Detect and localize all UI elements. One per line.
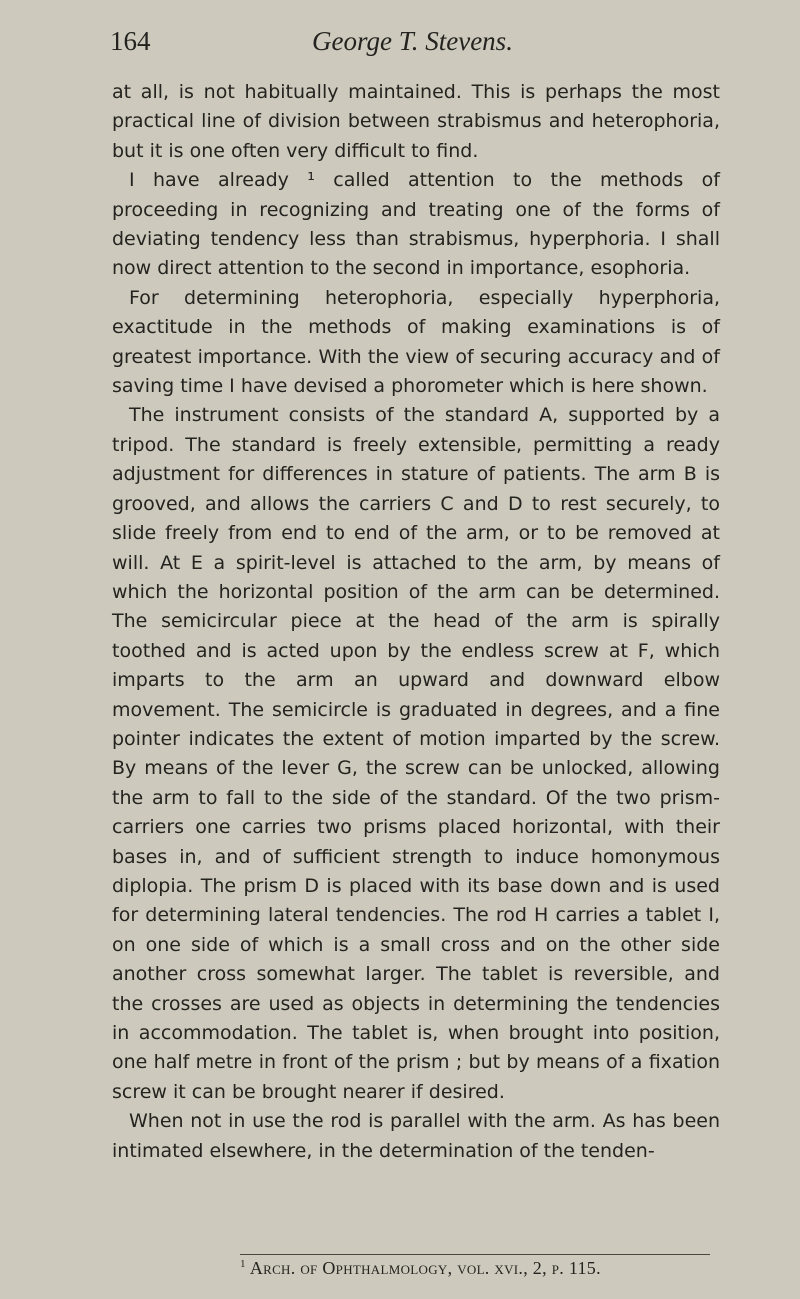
paragraph: When not in use the rod is parallel with the arm. As has been intimated elsewhere, in the determination of the tenden- xyxy=(112,1110,720,1162)
running-title: George T. Stevens. xyxy=(312,26,513,56)
footnote-divider xyxy=(240,1254,710,1255)
page-number: 164 xyxy=(110,26,151,56)
footnote xyxy=(240,1258,601,1279)
body-text xyxy=(112,78,720,1166)
footnote-marker: 1 xyxy=(240,1258,246,1270)
paragraph: at all, is not habitually maintained. This is perhaps the most practical line of division between strabismus and heterophoria, but it is one often very difficult to find. xyxy=(112,81,720,162)
running-head xyxy=(110,26,720,66)
paragraph: For determining heterophoria, especially hyperphoria, exactitude in the methods of making examinations is of greatest importance. With the view of securing accuracy and of saving time I have devised a phorometer which is here shown. xyxy=(112,286,720,398)
paragraph: I have already ¹ called attention to the methods of proceeding in recognizing and treating one of the forms of deviating tendency less than strabismus, hyperphoria. I shall now direct attention to the second in importance, esophoria. xyxy=(112,169,720,280)
paragraph: The instrument consists of the standard A, supported by a tripod. The standard is freely extensible, permitting a ready adjustment for differences in stature of patients. The arm B is grooved, and allows the carriers C and D to rest securely, to slide freely from end to end of the arm, or to be removed at will. At E a spirit-level is attached to the arm, by means of which the horizontal position of the arm can be determined. The semicircular piece at the head of the arm is spirally toothed and is acted upon by the endless screw at F, which imparts to the arm an upward and downward elbow movement. The semicircle is graduated in degrees, and a fine pointer indicates the extent of motion imparted by the screw. By means of the lever G, the screw can be unlocked, allowing the arm to fall to the side of the standard. Of the two prism-carriers one carries two prisms placed horizontal, with their bases in, and of sufficient strength to induce homonymous diplopia. The prism D is placed with its base down and is used for determining lateral tendencies. The rod H carries a tablet I, on one side of which is a small cross and on the other side another cross somewhat larger. The tablet is reversible, and the crosses are used as objects in determining the tendencies in accommodation. The tablet is, when brought into position, one half metre in front of the prism ; but by means of a fixation screw it can be brought nearer if desired. xyxy=(112,404,720,1103)
footnote-text: Arch. of Ophthalmology, vol. xvi., 2, p. 115. xyxy=(249,1258,601,1278)
